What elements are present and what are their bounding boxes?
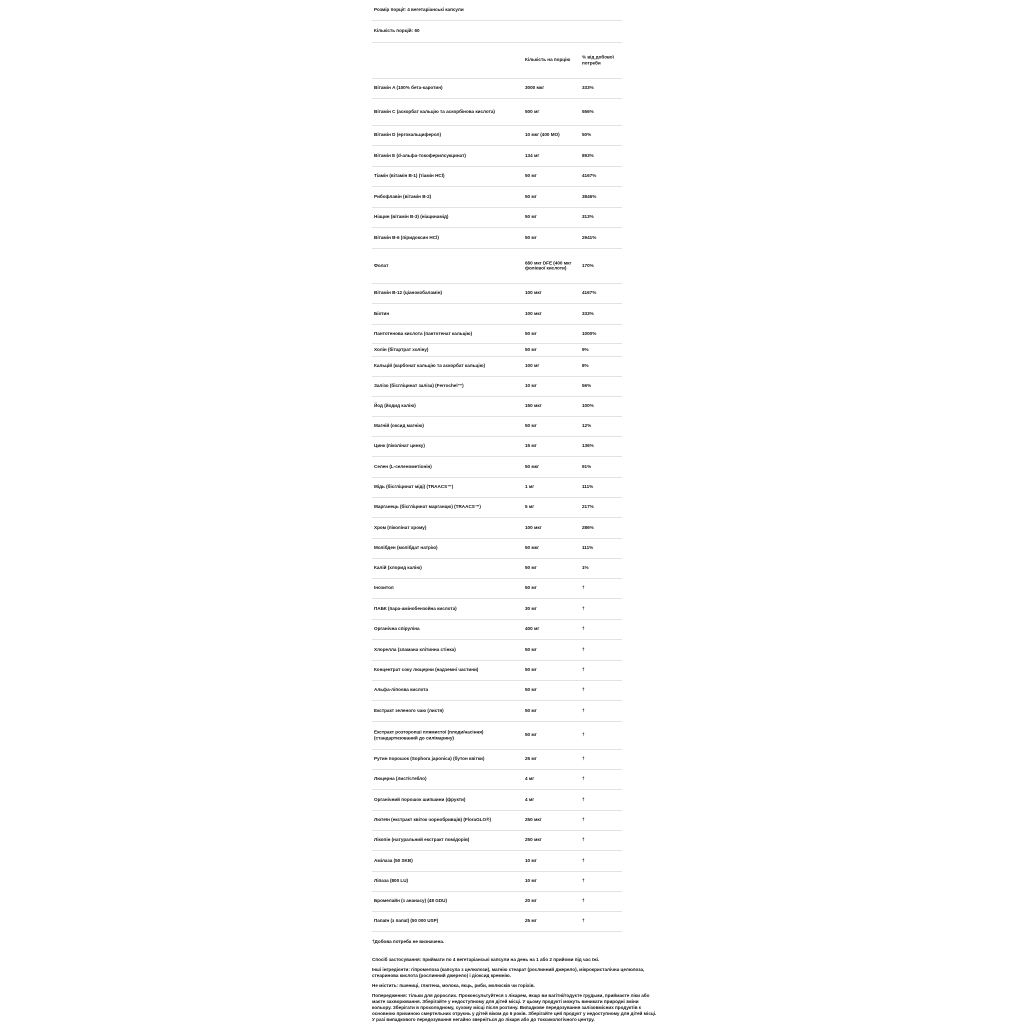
- nutrient-name: Магній (оксид магнію): [374, 423, 424, 429]
- nutrient-daily-value: 2941%: [582, 234, 597, 240]
- nutrient-amount: 10 мкг (400 МО): [525, 132, 560, 138]
- warnings-text: тільки для дорослих. Проконсультуйтеся з лікарем, якщо ви вагітні/годуєте грудьми, приймаєте ліки або маєте захворювання. Зберігайте у недоступному для дітей місці. У цьому продукті можуть виникати природні зміни кольору. Зберігати в прохолодному, сухому місці після розтину. Випадкове передозування залізовмісних продуктів є основною причиною смертельних отруєнь у дітей віком до 6 років. Зберігайте цей продукт у недоступному для дітей місці. У разі випадкового передозування негайно зверніться до лікаря або до токсикологічного центру.: [372, 993, 657, 1022]
- nutrient-daily-value: 556%: [582, 108, 594, 114]
- nutrient-name: Амілаза (50 SKB): [374, 857, 413, 863]
- nutrient-name: Тіамін (вітамін B-1) (тіамін HCl): [374, 173, 445, 179]
- nutrient-daily-value: 286%: [582, 524, 594, 530]
- nutrient-daily-value: 1%: [582, 565, 589, 571]
- nutrient-daily-value: 8%: [582, 363, 589, 369]
- usage-instructions: [372, 957, 657, 963]
- nutrient-daily-value: 170%: [582, 262, 594, 268]
- nutrient-name: Вітамін A (100% бета-каротин): [374, 85, 443, 91]
- nutrient-name: Люцерна (лист/стебло): [374, 776, 427, 782]
- table-row: [372, 810, 622, 831]
- usage-text: приймати по 4 вегетаріанські капсули на день на 1 або 2 прийоми під час їжі.: [422, 957, 600, 962]
- table-row: [372, 619, 622, 640]
- table-row: [372, 186, 622, 208]
- table-row: [372, 396, 622, 417]
- servings-per-container-row: [372, 20, 622, 43]
- nutrient-amount: 50 мг: [525, 585, 537, 591]
- table-row: [372, 830, 622, 851]
- nutrient-amount: 25 мг: [525, 756, 537, 762]
- other-ingredients: [372, 967, 657, 979]
- nutrient-daily-value: †: [582, 796, 585, 802]
- nutrient-name: Хром (піколінат хрому): [374, 524, 427, 530]
- serving-size-row: [372, 0, 622, 21]
- table-row: [372, 558, 622, 579]
- nutrient-daily-value: 136%: [582, 443, 594, 449]
- nutrient-amount: 4 мг: [525, 776, 535, 782]
- nutrient-amount: 100 мкг: [525, 310, 542, 316]
- nutrient-amount: 50 мг: [525, 667, 537, 673]
- nutrient-name: Ніацин (вітамін B-3) (ніацинамід): [374, 214, 449, 220]
- nutrient-amount: 50 мг: [525, 214, 537, 220]
- table-row: [372, 248, 622, 284]
- nutrient-daily-value: †: [582, 732, 585, 738]
- nutrient-daily-value: †: [582, 898, 585, 904]
- nutrient-daily-value: 91%: [582, 463, 592, 469]
- nutrient-daily-value: 100%: [582, 403, 594, 409]
- nutrient-name: Лікопін (натуральний екстракт помідорів): [374, 837, 470, 843]
- table-row: [372, 303, 622, 325]
- nutrient-amount: 1 мг: [525, 484, 535, 490]
- nutrient-daily-value: †: [582, 817, 585, 823]
- free-from-text: пшениці, глютена, молока, яєць, риби, молюсків чи горіхів.: [399, 983, 535, 988]
- nutrient-name: Папаїн (з папаї) (50 000 USP): [374, 918, 439, 924]
- nutrient-name: Біотин: [374, 310, 390, 316]
- nutrient-daily-value: 56%: [582, 383, 592, 389]
- nutrient-name: Фолат: [374, 262, 389, 268]
- nutrient-name: Молібден (молібдат натрію): [374, 545, 438, 551]
- nutrient-daily-value: †: [582, 585, 585, 591]
- serving-size-value: 4 вегетаріанські капсули: [407, 7, 464, 12]
- nutrient-amount: 50 мг: [525, 707, 537, 713]
- nutrient-amount: 250 мкг: [525, 837, 542, 843]
- nutrient-daily-value: †: [582, 756, 585, 762]
- nutrient-daily-value: †: [582, 626, 585, 632]
- nutrient-daily-value: †: [582, 687, 585, 693]
- amount-per-serving-header: Кількість на порцію: [525, 57, 571, 63]
- other-ingredients-text: гіпромелоза (капсула з целюлози), магнію стеарат (рослинний джерело), мікрокристалічна целюлоза, стеаринова кислота (рослинний джерело) і діоксид кремнію.: [372, 967, 645, 978]
- table-row: [372, 227, 622, 249]
- table-row: [372, 416, 622, 437]
- nutrient-name: Хлорелла (зламана клітинна стінка): [374, 646, 456, 652]
- nutrient-name: Екстракт розторопші плямистої (плоди/насіння) (стандартизований до силімарину): [374, 729, 484, 740]
- nutrient-daily-value: 9%: [582, 346, 589, 352]
- warnings-label: Попередження:: [372, 993, 408, 998]
- table-row: [372, 207, 622, 228]
- nutrient-amount: 10 мг: [525, 857, 537, 863]
- nutrient-name: Ліпаза (800 LU): [374, 878, 409, 884]
- nutrient-amount: 50 мг: [525, 234, 537, 240]
- nutrient-name: Альфа-ліпоєва кислота: [374, 687, 429, 693]
- nutrient-amount: 50 мг: [525, 330, 537, 336]
- daily-value-header: % від добової потреби: [582, 54, 614, 65]
- nutrient-amount: 10 мг: [525, 878, 537, 884]
- nutrient-daily-value: 333%: [582, 310, 594, 316]
- table-row: [372, 680, 622, 701]
- nutrient-amount: 10 мг: [525, 383, 537, 389]
- nutrient-amount: 500 мг: [525, 108, 540, 114]
- nutrient-amount: 150 мкг: [525, 403, 542, 409]
- nutrient-daily-value: †: [582, 918, 585, 924]
- table-row: [372, 749, 622, 770]
- table-row: [372, 639, 622, 661]
- nutrient-name: Залізо (бісгліцинат заліза) (Ferrochel™): [374, 383, 464, 389]
- nutrient-daily-value: 111%: [582, 545, 594, 551]
- table-row: [372, 891, 622, 912]
- nutrient-amount: 50 мкг: [525, 545, 539, 551]
- table-header: [372, 42, 622, 79]
- table-row: [372, 700, 622, 722]
- nutrient-name: Вітамін B-6 (піридоксин HCl): [374, 234, 439, 240]
- table-row: [372, 911, 622, 932]
- table-row: [372, 497, 622, 518]
- nutrient-name: Вітамін C (аскорбат кальцію та аскорбінова кислота): [374, 108, 495, 114]
- table-row: [372, 477, 622, 498]
- nutrient-name: Пантотенова кислота (пантотенат кальцію): [374, 330, 473, 336]
- nutrient-name: Рутин порошок (Sophora japonica) (бутон квітки): [374, 756, 485, 762]
- table-row: [372, 356, 622, 377]
- warnings: [372, 993, 657, 1022]
- nutrient-amount: 15 мг: [525, 443, 537, 449]
- nutrient-daily-value: 333%: [582, 85, 594, 91]
- table-row: [372, 769, 622, 790]
- nutrient-daily-value: 4167%: [582, 290, 597, 296]
- table-row: [372, 660, 622, 681]
- nutrient-name: Марганець (бісгліцинат марганцю) (TRAACS™): [374, 504, 481, 510]
- nutrient-name: Мідь (бісгліцинат міді) (TRAACS™): [374, 484, 454, 490]
- nutrient-amount: 50 мг: [525, 646, 537, 652]
- free-from: [372, 983, 657, 989]
- nutrient-daily-value: †: [582, 707, 585, 713]
- nutrient-name: Лютеїн (екстракт квіток чорнобривців) (FloraGLO®): [374, 817, 491, 823]
- table-row: [372, 78, 622, 99]
- nutrient-daily-value: 313%: [582, 214, 594, 220]
- nutrient-amount: 134 мг: [525, 152, 540, 158]
- nutrient-name: Органічний порошок шипшини (фрукти): [374, 796, 466, 802]
- footnote-text: †Добова потреба не визначена.: [372, 939, 445, 944]
- table-row: [372, 125, 622, 146]
- nutrient-amount: 100 мкг: [525, 524, 542, 530]
- nutrient-amount: 50 мг: [525, 173, 537, 179]
- nutrient-daily-value: †: [582, 878, 585, 884]
- nutrient-amount: 680 мкг DFE (400 мкг фолієвої кислоти): [525, 259, 572, 271]
- nutrient-daily-value: 1000%: [582, 330, 597, 336]
- table-row: [372, 283, 622, 304]
- nutrient-amount: 4 мг: [525, 796, 535, 802]
- nutrient-name: Холін (бітартрат холіну): [374, 346, 429, 352]
- table-row: [372, 376, 622, 397]
- nutrient-amount: 400 мг: [525, 626, 540, 632]
- nutrient-amount: 5 мг: [525, 504, 535, 510]
- nutrient-amount: 100 мг: [525, 363, 540, 369]
- nutrient-name: ПАБК (пара-амінобензойна кислота): [374, 605, 457, 611]
- nutrient-amount: 100 мкг: [525, 290, 542, 296]
- other-ingredients-label: Інші інгредієнти:: [372, 967, 410, 972]
- nutrient-amount: 20 мг: [525, 898, 537, 904]
- nutrient-amount: 50 мг: [525, 687, 537, 693]
- nutrient-daily-value: 111%: [582, 484, 594, 490]
- servings-per-container-label: Кількість порцій:: [374, 28, 414, 33]
- nutrient-name: Йод (йодид калію): [374, 403, 416, 409]
- table-row: [372, 538, 622, 559]
- nutrient-name: Кальцій (карбонат кальцію та аскорбат кальцію): [374, 363, 486, 369]
- nutrient-name: Вітамін E (d-альфа-токоферилсукцинат): [374, 152, 466, 158]
- table-row: [372, 456, 622, 478]
- nutrient-name: Рибофлавін (вітамін B-2): [374, 193, 432, 199]
- nutrient-amount: 3000 мкг: [525, 85, 545, 91]
- nutrient-amount: 50 мг: [525, 423, 537, 429]
- nutrient-name: Калій (хлорид калію): [374, 565, 422, 571]
- table-row: [372, 721, 622, 750]
- nutrient-amount: 50 мг: [525, 732, 537, 738]
- nutrient-amount: 25 мг: [525, 918, 537, 924]
- nutrient-amount: 50 мг: [525, 565, 537, 571]
- table-row: [372, 324, 622, 344]
- nutrient-amount: 50 мг: [525, 346, 537, 352]
- table-row: [372, 436, 622, 457]
- nutrient-daily-value: 3846%: [582, 193, 597, 199]
- nutrient-amount: 50 мг: [525, 193, 537, 199]
- table-row: [372, 598, 622, 620]
- nutrient-daily-value: 893%: [582, 152, 594, 158]
- nutrient-name: Органічна спіруліна: [374, 626, 420, 632]
- nutrient-daily-value: 12%: [582, 423, 592, 429]
- nutrient-name: Бромелайн (з ананасу) (48 GDU): [374, 898, 448, 904]
- table-row: [372, 850, 622, 872]
- usage-label: Спосіб застосування:: [372, 957, 422, 962]
- nutrient-daily-value: 4167%: [582, 173, 597, 179]
- nutrient-daily-value: 217%: [582, 504, 594, 510]
- free-from-label: Не містить:: [372, 983, 399, 988]
- nutrient-amount: 50 мкг: [525, 463, 539, 469]
- nutrient-daily-value: †: [582, 646, 585, 652]
- table-row: [372, 166, 622, 187]
- nutrient-daily-value: †: [582, 605, 585, 611]
- nutrient-name: Вітамін D (ергокальциферол): [374, 132, 441, 138]
- table-row: [372, 871, 622, 892]
- nutrient-daily-value: †: [582, 667, 585, 673]
- nutrient-name: Інозитол: [374, 585, 394, 591]
- nutrient-name: Екстракт зеленого чаю (листя): [374, 707, 444, 713]
- table-row: [372, 578, 622, 599]
- nutrient-name: Концентрат соку люцерни (надземні частини): [374, 667, 479, 673]
- table-row: [372, 789, 622, 811]
- nutrient-name: Цинк (піколінат цинку): [374, 443, 425, 449]
- nutrient-daily-value: †: [582, 776, 585, 782]
- nutrient-amount: 250 мкг: [525, 817, 542, 823]
- table-row: [372, 145, 622, 167]
- table-row: [372, 98, 622, 126]
- nutrient-name: Вітамін B-12 (ціанокобаламін): [374, 290, 443, 296]
- nutrient-name: Селен (L-селенометіонін): [374, 463, 432, 469]
- serving-size-label: Розмір порції:: [374, 7, 406, 12]
- table-row: [372, 517, 622, 539]
- nutrient-daily-value: †: [582, 857, 585, 863]
- nutrient-daily-value: †: [582, 837, 585, 843]
- footnote: [372, 939, 657, 945]
- nutrient-amount: 30 мг: [525, 605, 537, 611]
- servings-per-container-value: 60: [414, 28, 420, 33]
- nutrient-daily-value: 50%: [582, 132, 592, 138]
- table-row: [372, 343, 622, 357]
